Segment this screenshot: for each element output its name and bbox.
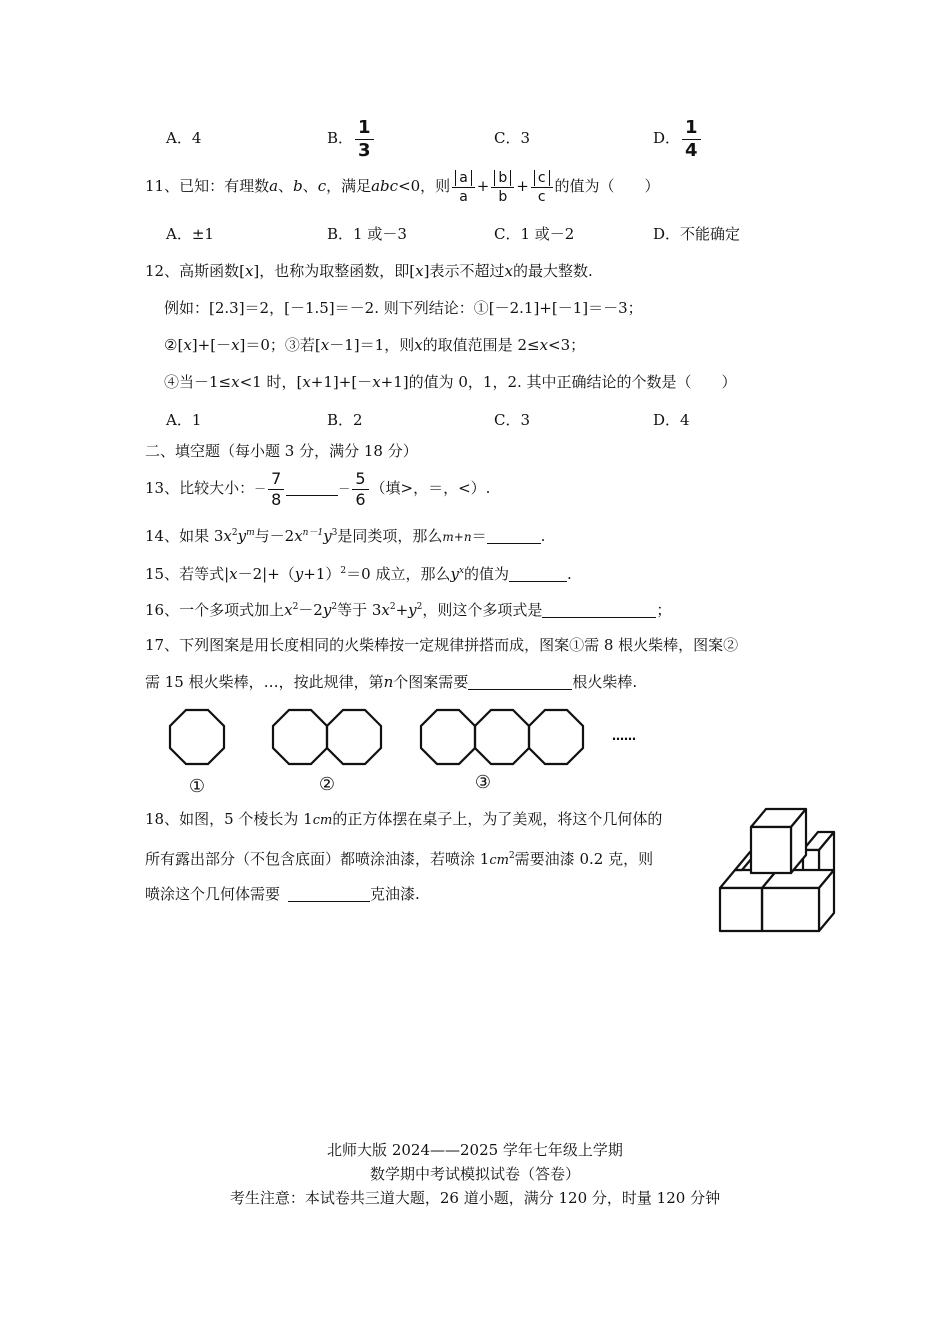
q12-var-x: x <box>504 262 513 280</box>
q12-line-1 <box>145 260 593 282</box>
q11-sep: 、 <box>278 177 294 195</box>
q17-var-n: n <box>383 673 394 691</box>
q17-octagon-figure <box>160 700 660 796</box>
q14-var: x <box>223 527 232 545</box>
q13-f1-den: 8 <box>271 489 282 509</box>
q12-var-x: x <box>183 336 192 354</box>
q18-line-3 <box>145 883 420 905</box>
q16-text: + <box>395 601 409 619</box>
q12-option-a: A．1 <box>166 411 202 429</box>
q12-option-c: C．3 <box>494 411 531 429</box>
q15-text: +1） <box>303 565 341 583</box>
q10-option-a: A．4 <box>166 129 202 147</box>
cube-face <box>720 888 762 931</box>
octagon <box>170 710 224 764</box>
q12-text: ]，也称为取整函数，即[ <box>253 262 416 280</box>
q12-var-x: x <box>302 373 311 391</box>
q16-text: －2 <box>298 601 323 619</box>
q14-var: y <box>323 527 332 545</box>
q11-stem <box>145 164 660 208</box>
q12-option-b: B．2 <box>327 411 363 429</box>
q11-fraction-c <box>531 171 553 204</box>
q13-minus: － <box>254 482 267 496</box>
q11-sep: 、 <box>302 177 318 195</box>
q15-stem <box>145 560 572 585</box>
q11-fc-num: c <box>534 170 550 186</box>
q18-line-1 <box>145 808 662 832</box>
q10-option-d-fraction <box>682 116 701 161</box>
q13-f1-num: 7 <box>268 471 284 490</box>
q18-text: 所有露出部分（不包含底面）都喷涂油漆，若喷涂 1 <box>145 850 490 868</box>
q10-option-b <box>327 118 376 160</box>
q14-text: 是同类项，那么 <box>337 527 443 545</box>
q10-option-c: C．3 <box>494 129 531 147</box>
q16-exponent: 2 <box>389 602 396 612</box>
octagon <box>529 710 583 764</box>
q12-text: +1]+[－ <box>310 373 373 391</box>
q14-stem <box>145 522 545 548</box>
q18-line-2 <box>145 845 653 872</box>
q14-text: 与－2 <box>254 527 295 545</box>
q17-label-1: ① <box>188 776 206 796</box>
q12-text: ]表示不超过 <box>423 262 505 280</box>
q18-text: 喷涂这个几何体需要 <box>145 885 281 903</box>
cube-face <box>751 827 791 873</box>
q16-var: y <box>322 601 332 619</box>
q15-var: x <box>229 565 238 583</box>
q16-exponent: 2 <box>416 602 423 612</box>
q13-stem <box>145 466 490 511</box>
q16-var: x <box>381 601 390 619</box>
section-title: 二、填空题（每小题 3 分，满分 18 分） <box>145 442 418 460</box>
q15-text: 的值为 <box>464 565 510 583</box>
q15-answer-blank[interactable] <box>509 565 567 582</box>
q11-option-a: A．±1 <box>166 225 214 243</box>
q12-var-x: x <box>320 336 330 354</box>
q14-exponent: m <box>246 528 255 538</box>
q18-unit: cm <box>312 813 333 828</box>
q16-text: 等于 3 <box>337 601 382 619</box>
q10-b-numerator: 1 <box>355 119 374 140</box>
q10-b-denominator: 3 <box>358 139 371 161</box>
q14-exponent: 3 <box>331 528 338 538</box>
q18-answer-blank[interactable] <box>288 885 370 902</box>
q14-text: ＝ <box>471 527 487 545</box>
q13-fraction-2 <box>352 468 368 509</box>
q14-answer-blank[interactable] <box>487 527 541 544</box>
q18-unit: cm <box>489 853 509 868</box>
q11-plus: + <box>516 177 529 195</box>
q11-text: ，满足 <box>326 177 372 195</box>
q12-text: 12、高斯函数[ <box>145 262 245 280</box>
footer-line-1: 北师大版 2024——2025 学年七年级上学期 <box>327 1141 623 1159</box>
q15-exponent: 2 <box>340 566 347 576</box>
octagon <box>475 710 529 764</box>
q12-text: +1]的值为 0，1，2. 其中正确结论的个数是（ ） <box>380 373 737 391</box>
q15-var: y <box>294 565 304 583</box>
q13-fraction-1 <box>268 468 284 509</box>
q18-text: 的正方体摆在桌子上，为了美观，将这个几何体的 <box>332 810 663 828</box>
q13-text: 13、比较大小： <box>145 479 255 497</box>
octagon <box>421 710 475 764</box>
q16-exponent: 2 <box>292 602 299 612</box>
q17-line-2 <box>145 671 637 693</box>
q17-dots: …… <box>612 729 636 743</box>
q15-text: ＝0 成立，那么 <box>346 565 451 583</box>
q12-var-x: x <box>415 262 424 280</box>
footer-line-2: 数学期中考试模拟试卷（答卷） <box>369 1165 580 1183</box>
q18-text: 18、如图，5 个棱长为 1 <box>145 810 313 828</box>
q18-text: 克油漆. <box>370 885 420 903</box>
q16-text: 16、一个多项式加上 <box>145 601 285 619</box>
q14-var: y <box>237 527 247 545</box>
cube-face <box>762 888 819 931</box>
q17-text: 需 15 根火柴棒，…，按此规律，第 <box>145 673 384 691</box>
q14-text: 14、如果 3 <box>145 527 224 545</box>
q12-text: －1]＝1，则 <box>329 336 415 354</box>
q15-exponent: x <box>458 566 465 576</box>
q11-plus: + <box>476 177 490 195</box>
octagon <box>327 710 381 764</box>
q11-option-c: C．1 或－2 <box>494 225 575 243</box>
q14-exponent: n－1 <box>302 528 324 538</box>
q14-exponent: 2 <box>231 528 238 538</box>
q11-fb-den: b <box>498 188 508 205</box>
q15-text: －2|+（ <box>237 565 295 583</box>
q10-option-b-label: B． <box>327 129 354 147</box>
q10-d-denominator: 4 <box>685 139 698 161</box>
q11-fa-num: a <box>455 170 472 186</box>
q15-text: . <box>567 565 572 583</box>
q16-answer-blank[interactable] <box>542 601 656 618</box>
q14-var: x <box>294 527 303 545</box>
q18-text: 需要油漆 0.2 克，则 <box>514 850 654 868</box>
q10-option-d <box>653 118 703 160</box>
q11-var-b: b <box>293 177 303 195</box>
q12-text: ②[ <box>164 336 184 354</box>
q17-label-3: ③ <box>474 772 492 793</box>
q12-var-x: x <box>231 373 240 391</box>
q12-text: 的最大整数. <box>512 262 593 280</box>
q10-d-numerator: 1 <box>682 119 701 140</box>
q16-var: y <box>408 601 417 619</box>
q12-text: ④当－1≤ <box>164 373 232 391</box>
q11-text: 的值为（ ） <box>554 177 660 195</box>
octagon <box>273 710 327 764</box>
q10-option-b-fraction <box>355 116 374 161</box>
q11-text: <0，则 <box>398 177 451 195</box>
q16-stem <box>145 596 671 621</box>
q17-text: 根火柴棒. <box>572 673 638 691</box>
q12-text: ]+[－ <box>191 336 232 354</box>
q13-f2-num: 5 <box>352 471 368 490</box>
q12-text: 的取值范围是 2≤ <box>422 336 540 354</box>
q11-option-b: B．1 或－3 <box>327 225 407 243</box>
q13-minus: － <box>338 482 351 496</box>
q15-text: 15、若等式| <box>145 565 230 583</box>
q18-exponent: 2 <box>508 851 515 861</box>
q11-option-d: D．不能确定 <box>653 225 741 243</box>
q18-cube-figure <box>717 803 849 933</box>
q13-text: （填>，＝，<）. <box>370 479 491 497</box>
q12-line-4 <box>164 371 737 393</box>
q13-answer-blank[interactable] <box>286 479 338 496</box>
q12-line-2: 例如：[2.3]＝2，[－1.5]＝－2. 则下列结论：①[－2.1]+[－1]＝－3； <box>164 299 643 317</box>
q11-fraction-b <box>491 171 514 204</box>
q12-line-3 <box>164 334 585 356</box>
q14-text: . <box>540 527 546 545</box>
q12-var-x: x <box>414 336 423 354</box>
q12-text: <3； <box>548 336 586 354</box>
q11-var-c: c <box>317 177 327 195</box>
q11-fraction-a <box>452 171 475 204</box>
q12-var-x: x <box>244 262 254 280</box>
q17-text: 个图案需要 <box>393 673 469 691</box>
q15-var: y <box>450 565 459 583</box>
q11-abc: abc <box>371 177 399 195</box>
q11-var-a: a <box>269 177 279 195</box>
q17-line-1: 17、下列图案是用长度相同的火柴棒按一定规律拼搭而成，图案①需 8 根火柴棒，图案② <box>145 636 739 654</box>
q11-fb-num: b <box>494 170 511 186</box>
q11-fa-den: a <box>459 188 468 205</box>
q10-option-d-label: D． <box>653 129 681 147</box>
q13-f2-den: 6 <box>355 489 366 509</box>
q12-text: <1 时，[ <box>239 373 303 391</box>
footer-line-3: 考生注意：本试卷共三道大题，26 道小题，满分 120 分，时量 120 分钟 <box>229 1189 721 1207</box>
q16-exponent: 2 <box>331 602 338 612</box>
q12-var-x: x <box>372 373 381 391</box>
q17-answer-blank[interactable] <box>468 673 572 690</box>
q16-text: ，则这个多项式是 <box>422 601 543 619</box>
q16-var: x <box>284 601 293 619</box>
q12-var-x: x <box>539 336 549 354</box>
q12-var-x: x <box>231 336 240 354</box>
q12-text: ]＝0；③若[ <box>239 336 321 354</box>
q16-text: ； <box>656 601 672 619</box>
q11-text: 11、已知：有理数 <box>145 177 270 195</box>
q11-fc-den: c <box>537 188 546 205</box>
q12-option-d: D．4 <box>653 411 690 429</box>
q17-label-2: ② <box>318 774 336 795</box>
q14-var: m+n <box>442 530 472 544</box>
